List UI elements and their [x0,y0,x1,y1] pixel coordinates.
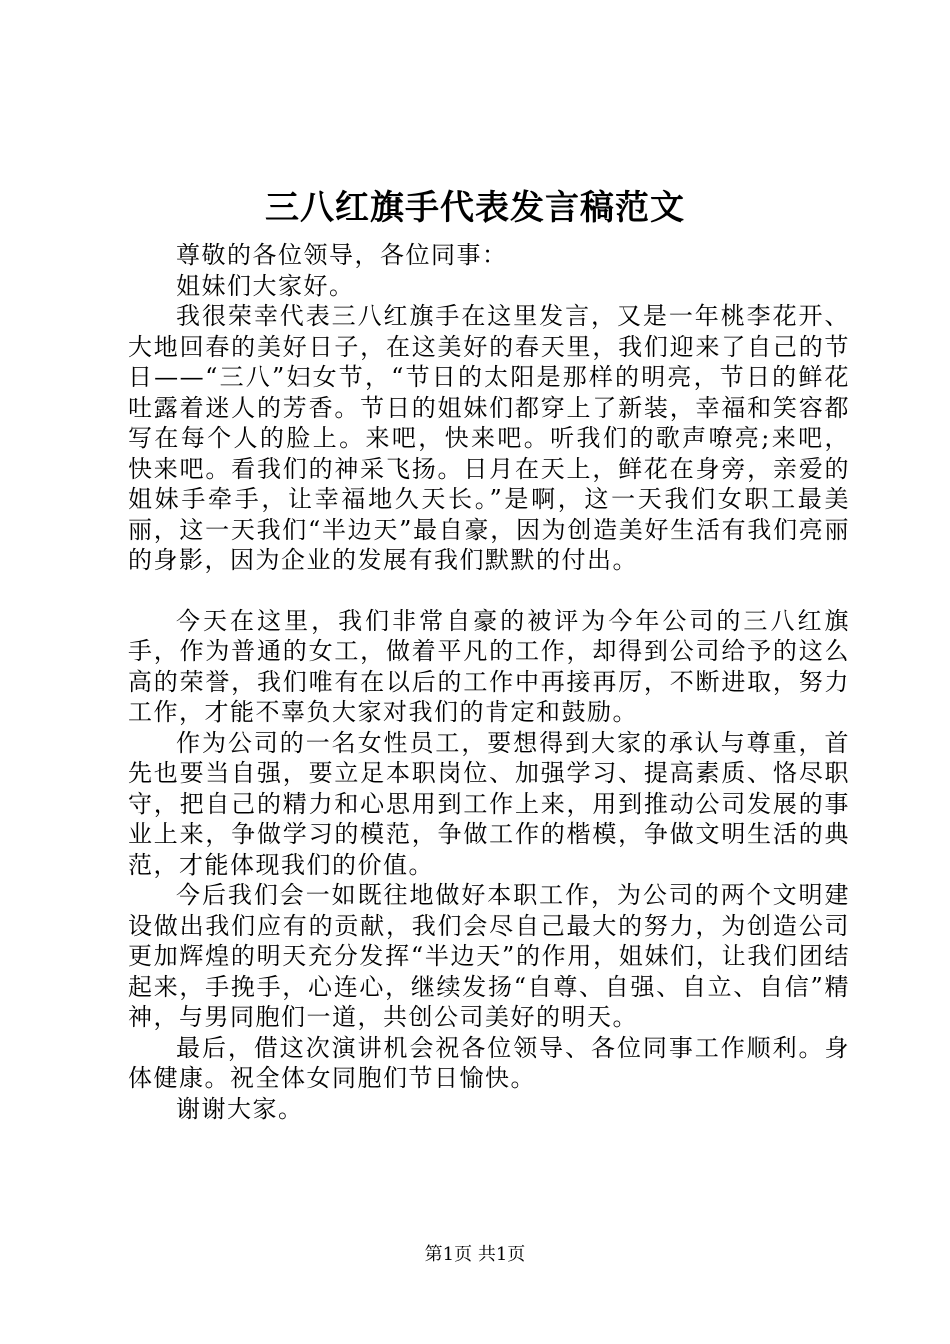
paragraph-greeting: 姐妹们大家好。 [176,271,355,300]
paragraph-salutation: 尊敬的各位领导，各位同事： [176,241,508,269]
paragraph-honor: 今天在这里，我们非常自豪的被评为今年公司的三八红旗手，作为普通的女工，做着平凡的工作，却得到公司给予的这么高的荣誉，我们唯有在以后的工作中再接再厉，不断进取，努力工作，才能不辜负大家对我们的肯定和鼓励。 [128,606,850,726]
paragraph-closing: 最后，借这次演讲机会祝各位领导、各位同事工作顺利。身体健康。祝全体女同胞们节日愉快。 [128,1033,850,1092]
document-title: 三八红旗手代表发言稿范文 [265,188,685,228]
page-number-footer: 第1页 共1页 [424,1244,526,1265]
paragraph-role: 作为公司的一名女性员工，要想得到大家的承认与尊重，首先也要当自强，要立足本职岗位、加强学习、提高素质、恪尽职守，把自己的精力和心思用到工作上来，用到推动公司发展的事业上来，争做学习的模范，争做工作的楷模，争做文明生活的典范，才能体现我们的价值。 [128,728,850,879]
paragraph-thanks: 谢谢大家。 [176,1094,304,1123]
paragraph-intro: 我很荣幸代表三八红旗手在这里发言，又是一年桃李花开、大地回春的美好日子，在这美好的春天里，我们迎来了自己的节日——“三八”妇女节，“节日的太阳是那样的明亮，节日的鲜花吐露着迷人的芳香。节日的姐妹们都穿上了新装，幸福和笑容都写在每个人的脸上。来吧，快来吧。听我们的歌声嘹亮;来吧，快来吧。看我们的神采飞扬。日月在天上，鲜花在身旁，亲爱的姐妹手牵手，让幸福地久天长。”是啊，这一天我们女职工最美丽，这一天我们“半边天”最自豪，因为创造美好生活有我们亮丽的身影，因为企业的发展有我们默默的付出。 [128,302,850,574]
document-body [128,240,850,1124]
paragraph-future: 今后我们会一如既往地做好本职工作，为公司的两个文明建设做出我们应有的贡献，我们会尽自己最大的努力，为创造公司更加辉煌的明天充分发挥“半边天”的作用，姐妹们，让我们团结起来，手挽手，心连心，继续发扬“自尊、自强、自立、自信”精神，与男同胞们一道，共创公司美好的明天。 [128,881,850,1031]
